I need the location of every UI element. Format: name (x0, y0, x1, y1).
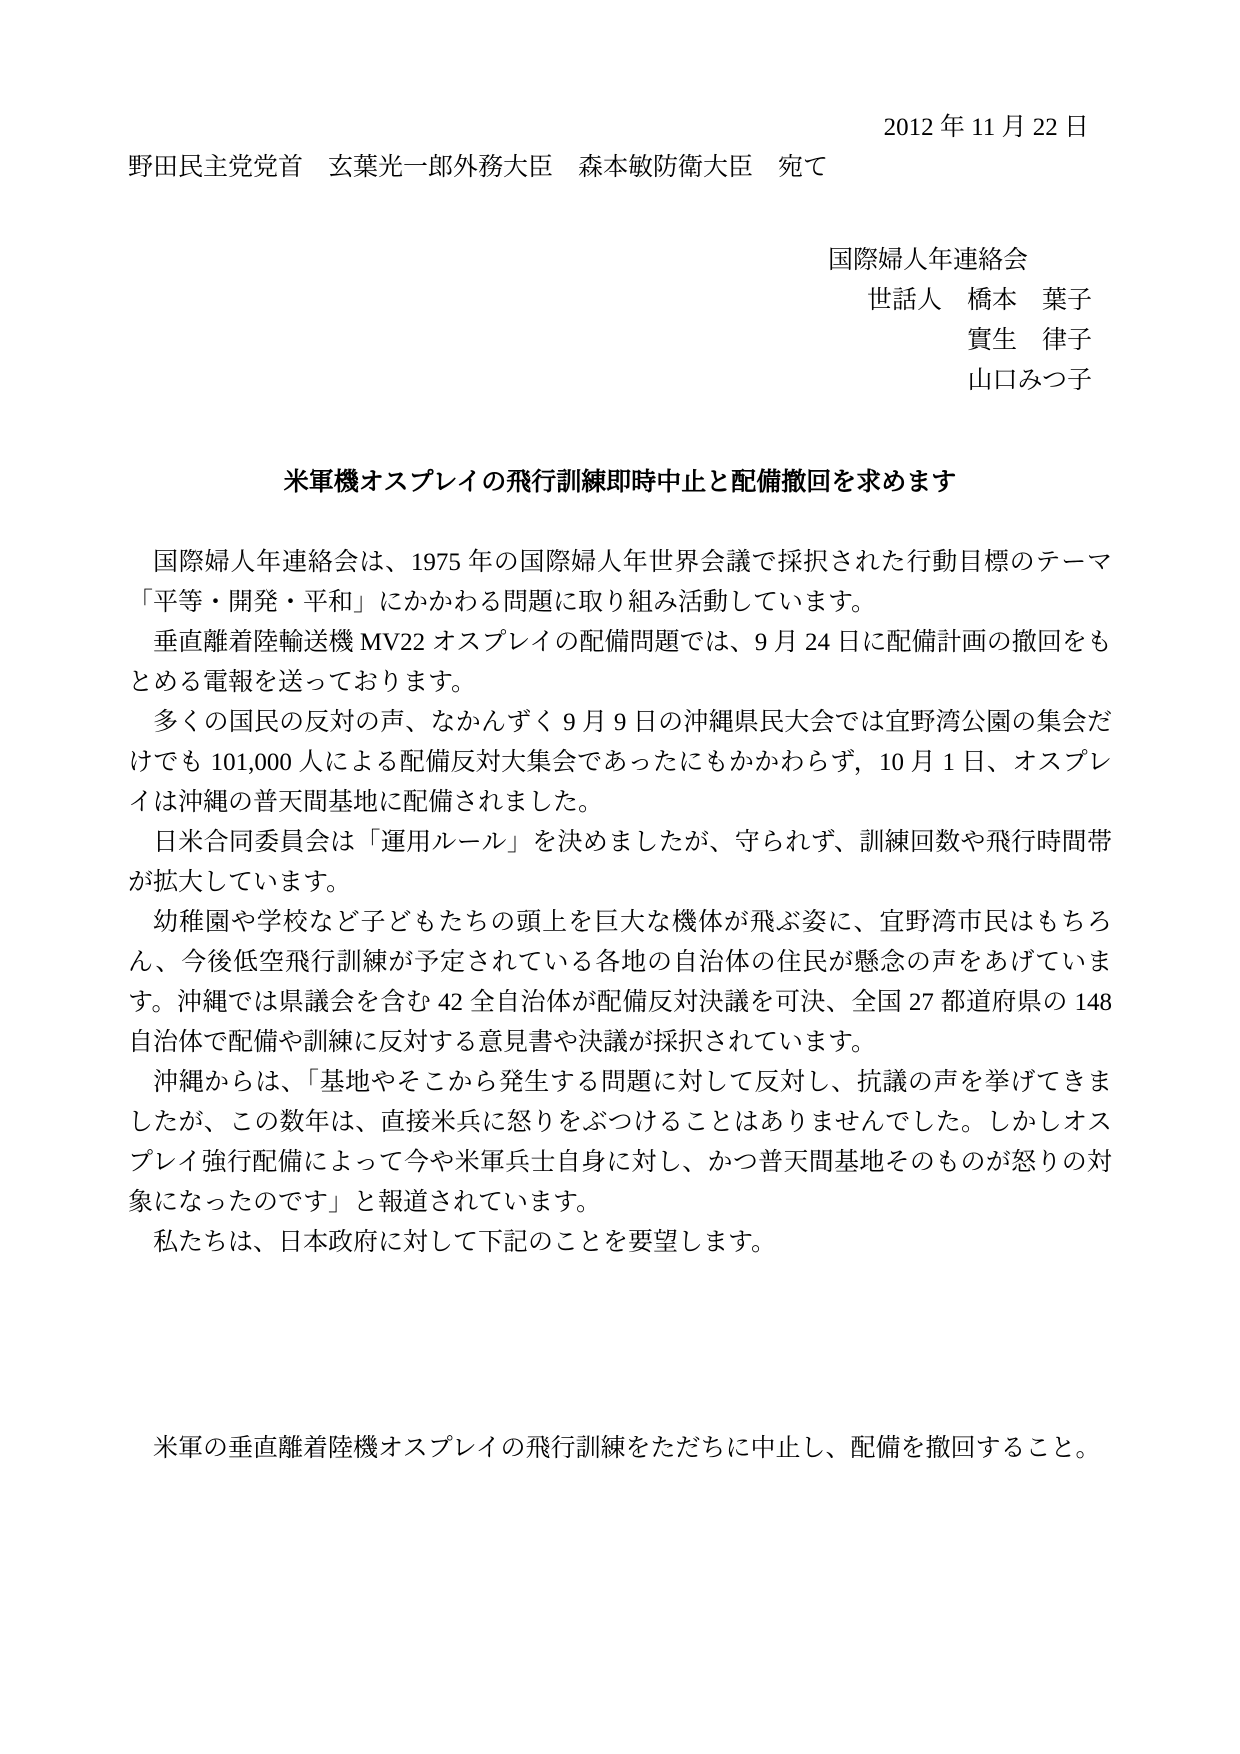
sender-block (128, 241, 1112, 401)
body-paragraph: 日米合同委員会は「運用ルール」を決めましたが、守られず、訓練回数や飛行時間帯が拡大しています。 (128, 829, 1112, 896)
sender-representative: 世話人 橋本 葉子 (866, 287, 1092, 314)
letter-date: 2012 年 11 月 22 日 (883, 114, 1089, 141)
body-paragraph: 垂直離着陸輸送機 MV22 オスプレイの配備問題では、9 月 24 日に配備計画の撤回をもとめる電報を送っております。 (128, 629, 1112, 696)
letter-body (128, 543, 1112, 1263)
body-paragraph: 国際婦人年連絡会は、1975 年の国際婦人年世界会議で採択された行動目標のテーマ「平等・開発・平和」にかかわる問題に取り組み活動しています。 (128, 549, 1112, 616)
demand-line: 米軍の垂直離着陸機オスプレイの飛行訓練をただちに中止し、配備を撤回すること。 (153, 1435, 1101, 1462)
body-paragraph: 私たちは、日本政府に対して下記のことを要望します。 (153, 1229, 777, 1256)
body-paragraph: 幼稚園や学校など子どもたちの頭上を巨大な機体が飛ぶ姿に、宜野湾市民はもちろん、今後低空飛行訓練が予定されている各地の自治体の住民が懸念の声をあげています。沖縄では県議会を含む 42 全自治体が配備反対決議を可決、全国 27 都道府県の 148 自治体で配備や訓練に反対する意見書や決議が採択されています。 (128, 909, 1112, 1056)
sender-representative: 山口みつ子 (967, 367, 1092, 394)
body-paragraph: 沖縄からは、「基地やそこから発生する問題に対して反対し、抗議の声を挙げてきましたが、この数年は、直接米兵に怒りをぶつけることはありませんでした。しかしオスプレイ強行配備によって今や米軍兵士自身に対し、かつ普天間基地そのものが怒りの対象になったのです」と報道されています。 (128, 1069, 1112, 1216)
addressee-line: 野田民主党党首 玄葉光一郎外務大臣 森本敏防衛大臣 宛て (128, 154, 829, 181)
sender-representative: 實生 律子 (966, 327, 1092, 354)
sender-organization: 国際婦人年連絡会 (827, 247, 1028, 274)
letter-title: 米軍機オスプレイの飛行訓練即時中止と配備撤回を求めます (283, 469, 957, 496)
body-paragraph: 多くの国民の反対の声、なかんずく 9 月 9 日の沖縄県民大会では宜野湾公園の集会だけでも 101,000 人による配備反対大集会であったにもかかわらず，10 月 1 日、オスプレイは沖縄の普天間基地に配備されました。 (128, 709, 1112, 816)
